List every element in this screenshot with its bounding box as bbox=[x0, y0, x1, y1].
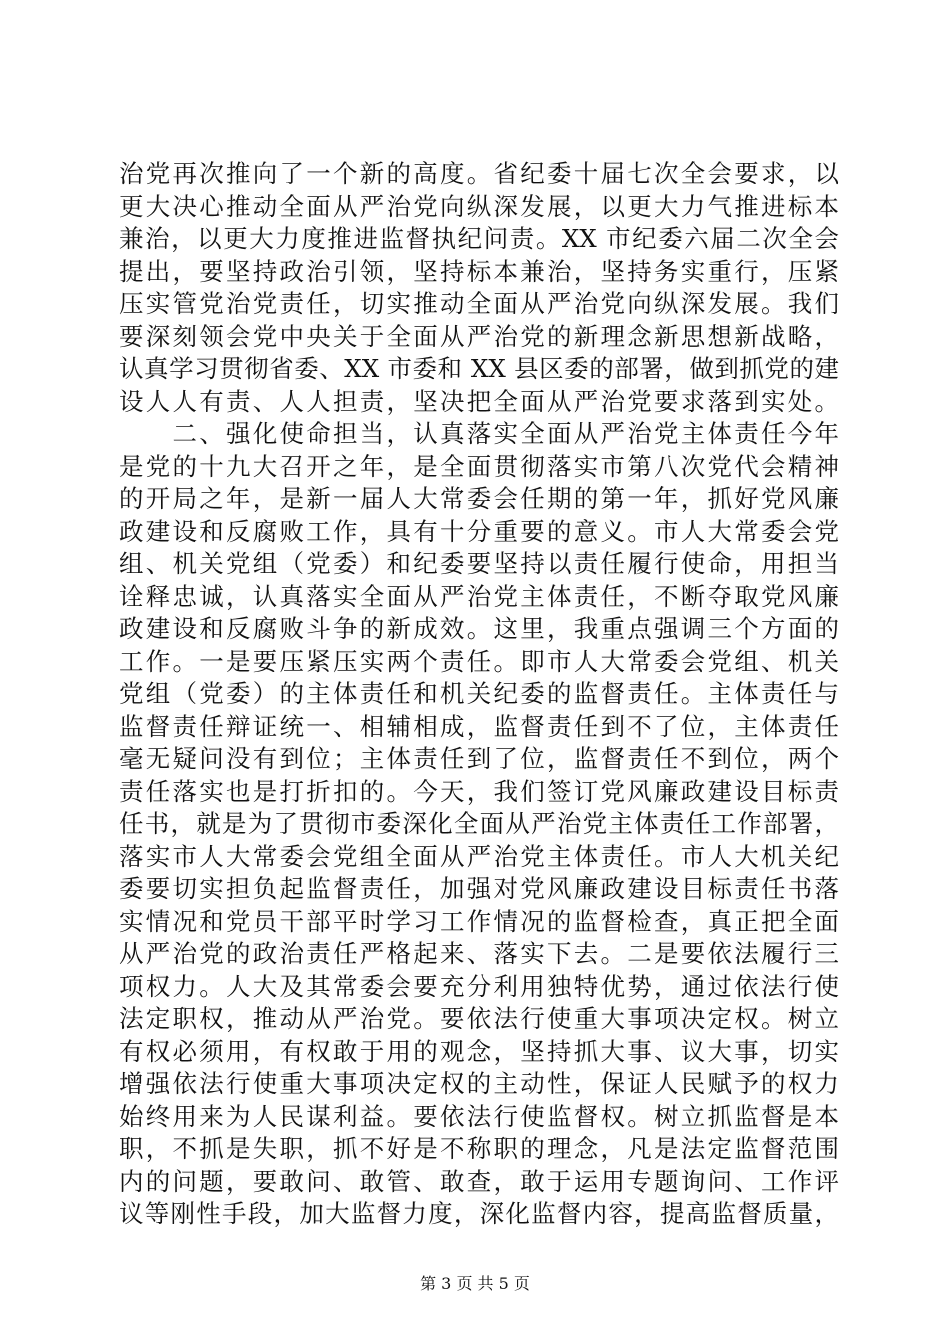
page-footer: 第 3 页 共 5 页 bbox=[420, 1274, 530, 1293]
text-line: 从严治党的政治责任严格起来、落实下去。二是要依法履行三 bbox=[119, 939, 839, 968]
text-line: 治党再次推向了一个新的高度。省纪委十届七次全会要求，以 bbox=[119, 159, 839, 188]
text-line: 更大决心推动全面从严治党向纵深发展，以更大力气推进标本 bbox=[119, 191, 839, 221]
text-line: 增强依法行使重大事项决定权的主动性，保证人民赋予的权力 bbox=[119, 1069, 839, 1098]
text-line: 压实管党治党责任，切实推动全面从严治党向纵深发展。我们 bbox=[119, 289, 839, 318]
text-line: 的开局之年，是新一届人大常委会任期的第一年，抓好党风廉 bbox=[119, 484, 839, 513]
text-line: 二、强化使命担当，认真落实全面从严治党主体责任今年 bbox=[119, 419, 839, 448]
text-line: 委要切实担负起监督责任，加强对党风廉政建设目标责任书落 bbox=[119, 874, 839, 903]
text-line: 党组（党委）的主体责任和机关纪委的监督责任。主体责任与 bbox=[119, 679, 839, 708]
text-line: 兼治，以更大力度推进监督执纪问责。XX 市纪委六届二次全会 bbox=[119, 224, 839, 253]
text-line: 责任落实也是打折扣的。今天，我们签订党风廉政建设目标责 bbox=[119, 776, 839, 806]
text-line: 提出，要坚持政治引领，坚持标本兼治，坚持务实重行，压紧 bbox=[119, 256, 839, 286]
text-line: 落实市人大常委会党组全面从严治党主体责任。市人大机关纪 bbox=[119, 841, 839, 871]
text-line: 政建设和反腐败斗争的新成效。这里，我重点强调三个方面的 bbox=[119, 614, 839, 643]
text-line: 政建设和反腐败工作，具有十分重要的意义。市人大常委会党 bbox=[119, 516, 839, 546]
text-line: 组、机关党组（党委）和纪委要坚持以责任履行使命，用担当 bbox=[119, 549, 839, 578]
body-text bbox=[119, 158, 839, 1231]
text-line: 设人人有责、人人担责，坚决把全面从严治党要求落到实处。 bbox=[119, 386, 839, 416]
text-line: 议等刚性手段，加大监督力度，深化监督内容，提高监督质量， bbox=[119, 1199, 839, 1228]
text-line: 认真学习贯彻省委、XX 市委和 XX 县区委的部署，做到抓党的建 bbox=[119, 354, 839, 383]
text-line: 职，不抓是失职，抓不好是不称职的理念，凡是法定监督范围 bbox=[119, 1134, 839, 1163]
text-line: 诠释忠诚，认真落实全面从严治党主体责任，不断夺取党风廉 bbox=[119, 581, 839, 611]
text-line: 实情况和党员干部平时学习工作情况的监督检查，真正把全面 bbox=[119, 906, 839, 936]
text-line: 监督责任辩证统一、相辅相成，监督责任到不了位，主体责任 bbox=[119, 711, 839, 741]
text-line: 法定职权，推动从严治党。要依法行使重大事项决定权。树立 bbox=[119, 1004, 839, 1033]
text-line: 有权必须用，有权敢于用的观念，坚持抓大事、议大事，切实 bbox=[119, 1036, 839, 1066]
text-line: 工作。一是要压紧压实两个责任。即市人大常委会党组、机关 bbox=[119, 646, 839, 676]
text-line: 内的问题，要敢问、敢管、敢查，敢于运用专题询问、工作评 bbox=[119, 1166, 839, 1196]
text-line: 项权力。人大及其常委会要充分利用独特优势，通过依法行使 bbox=[119, 971, 839, 1001]
text-line: 任书，就是为了贯彻市委深化全面从严治党主体责任工作部署， bbox=[119, 809, 839, 838]
text-line: 要深刻领会党中央关于全面从严治党的新理念新思想新战略， bbox=[119, 321, 839, 351]
text-line: 是党的十九大召开之年，是全面贯彻落实市第八次党代会精神 bbox=[119, 451, 839, 481]
text-line: 毫无疑问没有到位；主体责任到了位，监督责任不到位，两个 bbox=[119, 744, 839, 773]
text-line: 始终用来为人民谋利益。要依法行使监督权。树立抓监督是本 bbox=[119, 1101, 839, 1131]
